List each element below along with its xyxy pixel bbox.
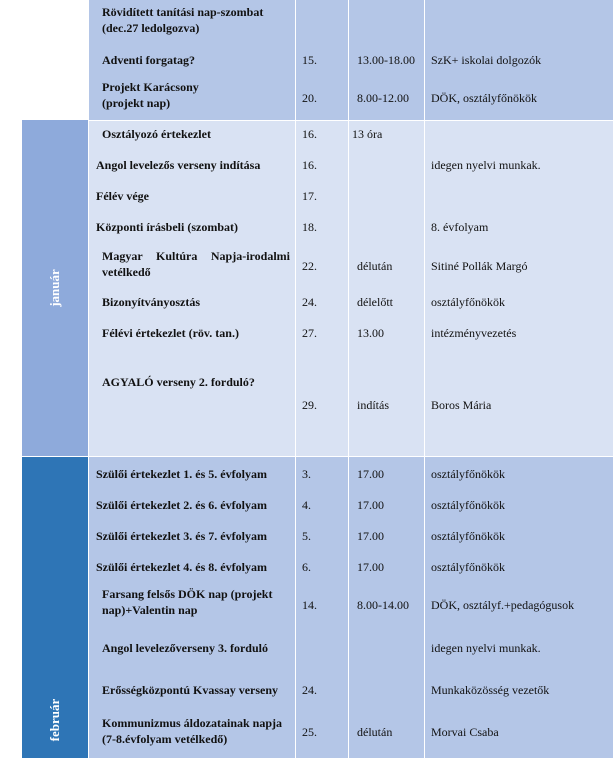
time-cell: 8.00-12.00 bbox=[357, 91, 409, 105]
responsible-cell: osztályfőnökök bbox=[431, 467, 505, 481]
day-cell: 16. bbox=[302, 127, 317, 141]
event-cell: Magyar Kultúra Napja-irodalmi vetélkedő bbox=[102, 249, 290, 279]
event-cell: Szülői értekezlet 2. és 6. évfolyam bbox=[96, 498, 267, 512]
event-cell: Szülői értekezlet 1. és 5. évfolyam bbox=[96, 467, 267, 481]
time-cell: indítás bbox=[357, 398, 389, 412]
responsible-cell: Boros Mária bbox=[431, 398, 492, 412]
day-cell: 5. bbox=[302, 529, 311, 543]
day-cell: 24. bbox=[302, 683, 317, 697]
event-cell: Kommunizmus áldozatainak napja (7-8.évfolyam vetélkedő) bbox=[102, 716, 283, 746]
january-label: január bbox=[47, 269, 62, 307]
day-cell: 14. bbox=[302, 598, 317, 612]
event-cell: Központi írásbeli (szombat) bbox=[96, 220, 238, 234]
day-cell: 15. bbox=[302, 53, 317, 67]
responsible-cell: DÖK, osztályf.+pedagógusok bbox=[431, 598, 575, 612]
event-cell: AGYALÓ verseny 2. forduló? bbox=[102, 375, 255, 389]
time-cell: 17.00 bbox=[357, 560, 384, 574]
day-cell: 20. bbox=[302, 91, 317, 105]
responsible-cell: 8. évfolyam bbox=[431, 220, 489, 234]
event-cell: Adventi forgatag? bbox=[102, 53, 195, 67]
time-cell: délután bbox=[357, 725, 393, 739]
day-cell: 25. bbox=[302, 725, 317, 739]
time-cell: 13 óra bbox=[352, 127, 383, 141]
time-cell: 8.00-14.00 bbox=[357, 598, 409, 612]
day-cell: 6. bbox=[302, 560, 311, 574]
time-cell: 17.00 bbox=[357, 467, 384, 481]
responsible-cell: osztályfőnökök bbox=[431, 529, 505, 543]
event-cell: Projekt Karácsony (projekt nap) bbox=[102, 80, 199, 110]
responsible-cell: idegen nyelvi munkak. bbox=[431, 158, 541, 172]
responsible-cell: Morvai Csaba bbox=[431, 725, 499, 739]
day-cell: 17. bbox=[302, 189, 317, 203]
responsible-cell: Munkaközösség vezetők bbox=[431, 683, 550, 697]
day-cell: 18. bbox=[302, 220, 317, 234]
event-cell: Félévi értekezlet (röv. tan.) bbox=[102, 326, 239, 340]
responsible-cell: SzK+ iskolai dolgozók bbox=[431, 53, 542, 67]
day-cell: 4. bbox=[302, 498, 311, 512]
event-cell: Erősségközpontú Kvassay verseny bbox=[102, 683, 279, 697]
time-cell: 17.00 bbox=[357, 529, 384, 543]
responsible-cell: DÖK, osztályfőnökök bbox=[431, 91, 537, 105]
day-cell: 27. bbox=[302, 326, 317, 340]
day-cell: 16. bbox=[302, 158, 317, 172]
day-cell: 3. bbox=[302, 467, 311, 481]
responsible-cell: osztályfőnökök bbox=[431, 498, 505, 512]
event-cell: Osztályozó értekezlet bbox=[102, 127, 211, 141]
event-cell: Szülői értekezlet 4. és 8. évfolyam bbox=[96, 560, 267, 574]
event-cell: Angol levelezőverseny 3. forduló bbox=[102, 641, 268, 655]
event-cell: Félév vége bbox=[96, 189, 149, 203]
responsible-cell: intézményvezetés bbox=[431, 326, 517, 340]
responsible-cell: osztályfőnökök bbox=[431, 295, 505, 309]
event-cell: Angol levelezős verseny indítása bbox=[96, 158, 261, 172]
event-cell: Farsang felsős DÖK nap (projekt nap)+Valentin nap bbox=[102, 587, 273, 617]
responsible-cell: Sitiné Pollák Margó bbox=[431, 259, 528, 273]
time-cell: 13.00 bbox=[357, 326, 384, 340]
responsible-cell: idegen nyelvi munkak. bbox=[431, 641, 541, 655]
day-cell: 22. bbox=[302, 259, 317, 273]
february-label: február bbox=[47, 698, 62, 742]
event-cell: Rövidített tanítási nap-szombat (dec.27 ledolgozva) bbox=[102, 5, 264, 35]
time-cell: 17.00 bbox=[357, 498, 384, 512]
time-cell: 13.00-18.00 bbox=[357, 53, 415, 67]
day-cell: 29. bbox=[302, 398, 317, 412]
day-cell: 24. bbox=[302, 295, 317, 309]
responsible-cell: osztályfőnökök bbox=[431, 560, 505, 574]
time-cell: délelőtt bbox=[357, 295, 393, 309]
time-cell: délután bbox=[357, 259, 393, 273]
event-cell: Szülői értekezlet 3. és 7. évfolyam bbox=[96, 529, 267, 543]
event-cell: Bizonyítványosztás bbox=[102, 295, 201, 309]
